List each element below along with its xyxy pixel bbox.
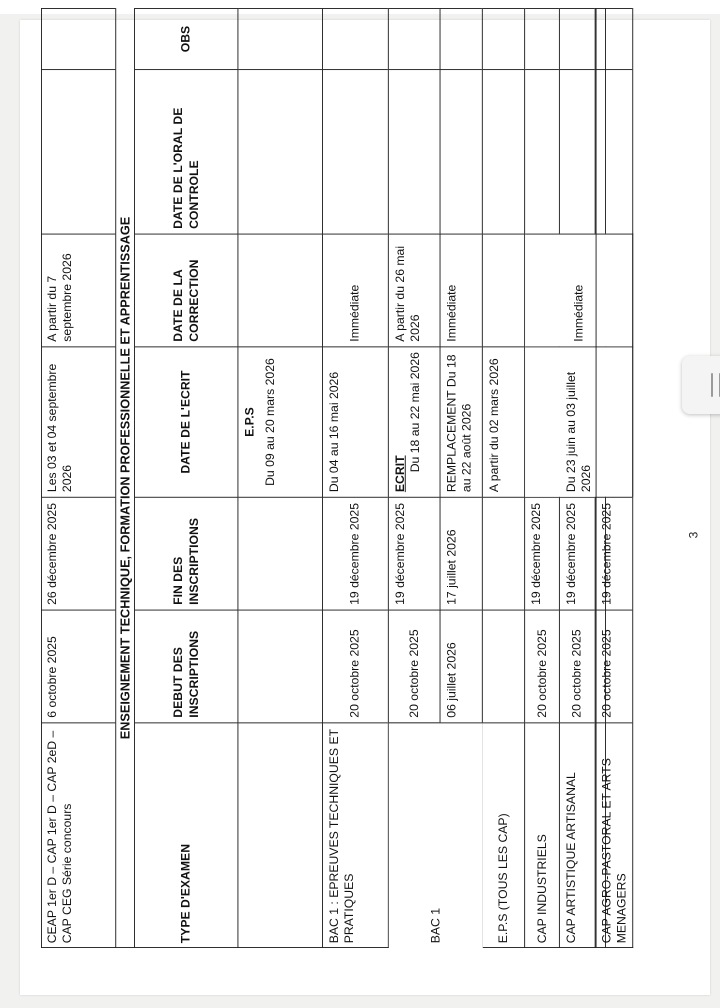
bac1-ept-ecrit: Du 04 au 16 mai 2026: [323, 346, 388, 496]
header-fin: [135, 497, 237, 610]
remp-fin: 17 juillet 2026: [441, 497, 482, 610]
header-correction: [135, 234, 237, 347]
remp-debut: 06 juillet 2026: [441, 610, 482, 723]
cap-agro-debut: 20 octobre 2025: [596, 610, 633, 723]
bac1-obs: [389, 8, 440, 69]
bac1-oral: [389, 69, 440, 234]
eps-cap-fin: [483, 497, 524, 610]
cap-art-debut-text: 20 octobre 2025: [569, 629, 584, 718]
eps-debut-cell: [238, 610, 322, 723]
cap-agro-type: CAP AGRO-PASTORAL ET ARTS MENAGERS: [596, 722, 633, 948]
table-row-top-block: [41, 8, 116, 948]
eps-type-cell: [238, 722, 322, 948]
table-row-section-title: [116, 8, 135, 948]
eps-cap-type-text: E.P.S (TOUS LES CAP): [495, 813, 510, 944]
bac1-ept-debut: [323, 610, 388, 723]
bac1-ept-correction: [323, 234, 388, 347]
top-debut-cell: 6 octobre 2025: [41, 610, 115, 723]
top-oral-cell: [41, 69, 115, 234]
remp-oral: [441, 69, 482, 234]
eps-correction-cell: [238, 234, 322, 347]
bac1-ecrit: [389, 346, 440, 496]
top-fin-cell: 26 décembre 2025: [41, 497, 115, 610]
cap-correction-text: Immédiate: [571, 284, 586, 342]
header-debut-label: DEBUT DES INSCRIPTIONS: [170, 630, 201, 718]
bac1-ept-obs: [323, 8, 388, 69]
table-row-cap-agro: [596, 8, 634, 948]
top-ecrit-cell: Les 03 et 04 septembre 2026: [41, 346, 115, 496]
table-row-bac1-remplacement: [428, 8, 483, 948]
bac1-type: [389, 722, 483, 948]
bac1-type-text: BAC 1: [428, 907, 443, 944]
eps-cap-debut: [483, 610, 524, 723]
bac1-ept-debut-text: 20 octobre 2025: [347, 629, 362, 718]
remp-ecrit: REMPLACEMENT Du 18 au 22 août 2026: [441, 346, 482, 496]
top-exam-cell: CEAP 1er D – CAP 1er D – CAP 2eD – CAP CEG Série concours: [41, 722, 115, 948]
cap-art-type: CAP ARTISTIQUE ARTISANAL: [560, 722, 595, 948]
eps-fin-cell: [238, 497, 322, 610]
eps-cap-ecrit: A partir du 02 mars 2026: [483, 346, 524, 496]
table-row-eps-cap: [483, 8, 525, 948]
remp-correction: Immédiate: [441, 234, 482, 347]
cap-ind-fin: 19 décembre 2025: [525, 497, 559, 610]
scroll-handle[interactable]: [682, 356, 720, 414]
header-obs-label: OBS: [178, 25, 193, 53]
header-ecrit: [135, 346, 237, 496]
bac1-correction: A partir du 26 mai 2026: [389, 234, 440, 347]
bac1-ept-correction-text: Immédiate: [347, 284, 362, 342]
header-oral: [135, 69, 237, 234]
cap-agro-fin: 19 décembre 2025: [596, 497, 633, 610]
bac1-fin: 19 décembre 2025: [389, 497, 440, 610]
eps-cap-type: [483, 722, 524, 948]
bac1-debut-text: 20 octobre 2025: [406, 629, 421, 718]
top-correction-cell: A partir du 7 septembre 2026: [41, 234, 115, 347]
header-oral-label: DATE DE L'ORAL DE CONTROLE: [170, 107, 201, 229]
table-row-eps: [238, 8, 323, 948]
eps-cap-oral: [483, 69, 524, 234]
bac1-ept-fin: [323, 497, 388, 610]
exam-calendar-table: [41, 8, 633, 948]
cap-agro-oral: [596, 69, 633, 234]
cap-ind-type: [525, 722, 559, 948]
cap-art-debut: [560, 610, 595, 723]
bac1-ecrit-label: ECRIT: [392, 455, 407, 493]
header-correction-label: DATE DE LA CORRECTION: [170, 259, 201, 342]
eps-ecrit-cell: [238, 346, 322, 496]
header-fin-label: FIN DES INSCRIPTIONS: [170, 517, 201, 605]
page-number: 3: [686, 531, 701, 539]
cap-ind-type-text: CAP INDUSTRIELS: [534, 834, 549, 944]
bac1-ept-type: BAC 1 : EPREUVES TECHNIQUES ET PRATIQUES: [323, 722, 388, 948]
header-obs: [135, 8, 237, 69]
header-debut: [135, 610, 237, 723]
eps-obs-cell: [238, 8, 322, 69]
bac1-ept-oral: [323, 69, 388, 234]
eps-dates: Du 09 au 20 mars 2026: [263, 358, 278, 486]
cap-agro-obs: [596, 8, 633, 69]
table-row-headers: [135, 8, 238, 948]
cap-ind-oral: [525, 69, 559, 234]
table-row-bac1-ept: [323, 8, 389, 948]
header-ecrit-label: DATE DE L'ECRIT: [178, 370, 193, 474]
header-type-label: TYPE D'EXAMEN: [178, 843, 193, 944]
section-title: ENSEIGNEMENT TECHNIQUE, FORMATION PROFESSIONNELLE ET APPRENTISSAGE: [118, 216, 133, 740]
eps-cap-correction: [483, 234, 524, 347]
bac1-ept-fin-text: 19 décembre 2025: [347, 502, 362, 605]
top-obs-cell: [41, 8, 115, 69]
cap-art-obs: [560, 8, 595, 69]
remp-obs: [441, 8, 482, 69]
cap-ind-obs: [525, 8, 559, 69]
eps-label: E.P.S: [242, 407, 257, 437]
scroll-handle-grip: [711, 373, 713, 397]
cap-art-oral: [560, 69, 595, 234]
eps-oral-cell: [238, 69, 322, 234]
cap-art-fin: 19 décembre 2025: [560, 497, 595, 610]
header-type: [135, 722, 237, 948]
bac1-debut: [389, 610, 440, 723]
bac1-ecrit-dates: Du 18 au 22 mai 2026: [407, 352, 422, 473]
eps-cap-obs: [483, 8, 524, 69]
cap-ecrit-text: Du 23 juin au 03 juillet 2026: [563, 371, 593, 493]
cap-ind-debut-text: 20 octobre 2025: [534, 629, 549, 718]
document-page: [20, 20, 710, 995]
cap-ind-debut: [525, 610, 559, 723]
